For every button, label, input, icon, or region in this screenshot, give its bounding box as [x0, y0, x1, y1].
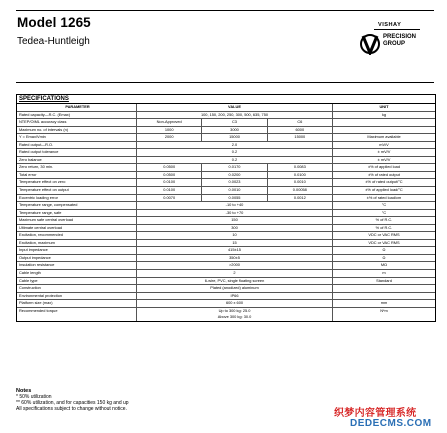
- value-subcell: 300: [231, 224, 238, 230]
- unit-cell: ±% of applied load/°C: [365, 187, 403, 193]
- unit-cell: mm: [380, 300, 388, 306]
- parameter-cell: Insulation resistance: [17, 262, 137, 269]
- value-subcell: Up to 300 kg: 25.0: [218, 307, 251, 313]
- watermark-chinese: 织梦内容管理系统: [334, 408, 417, 419]
- table-row: [17, 142, 435, 150]
- table-row: [17, 210, 435, 218]
- value-cell: [137, 164, 333, 171]
- unit-cell: Maximum available: [367, 134, 401, 140]
- value-cell: [137, 187, 333, 194]
- unit-cell: N*m: [380, 307, 388, 313]
- table-row: [17, 149, 435, 157]
- value-subcell: 415±15: [228, 247, 241, 253]
- value-subcell: 0.2: [231, 156, 238, 162]
- unit-cell: % of R.C.: [375, 217, 393, 223]
- value-cell: [137, 119, 333, 126]
- value-subcell: 0.0010: [202, 187, 267, 194]
- header-value: VALUE: [137, 104, 333, 111]
- value-cell: [137, 293, 333, 300]
- header-bottom-rule: [16, 82, 434, 83]
- parameter-cell: Output impedance: [17, 255, 137, 262]
- value-subcell: 0.0083: [293, 164, 306, 170]
- value-cell: [137, 217, 333, 224]
- value-cell: [137, 112, 333, 119]
- table-row: [17, 134, 435, 142]
- value-cell: [137, 127, 333, 134]
- value-subcell: Non-Approved: [137, 119, 202, 126]
- unit-cell: % of R.C.: [375, 224, 393, 230]
- value-subcell: 0.0055: [202, 195, 267, 202]
- table-row: [17, 300, 435, 308]
- value-subcell: 1000: [137, 127, 202, 134]
- value-cell: [137, 278, 333, 285]
- value-cell: [137, 195, 333, 202]
- table-row: [17, 285, 435, 293]
- value-cell: [137, 308, 333, 321]
- specifications-table: [16, 94, 436, 322]
- value-subcell: 10: [232, 232, 237, 238]
- value-subcell: 150: [231, 217, 238, 223]
- value-cell: [137, 285, 333, 292]
- value-subcell: 350±5: [229, 254, 240, 260]
- parameter-cell: Environmental protection: [17, 293, 137, 300]
- table-row: [17, 278, 435, 286]
- manufacturer-name: Tedea-Huntleigh: [17, 36, 90, 47]
- table-row: [17, 262, 435, 270]
- value-subcell: -10 to +40: [225, 202, 244, 208]
- value-cell: [137, 142, 333, 149]
- unit-cell: ±% of rated output/°C: [365, 179, 403, 185]
- value-subcell: 15000: [202, 134, 267, 141]
- value-subcell: C3: [202, 119, 267, 126]
- logo-subtitle: PRECISION GROUP: [383, 34, 417, 47]
- parameter-cell: Maximum no. of intervals (n): [17, 127, 137, 134]
- parameter-cell: Recommended torque: [17, 308, 137, 321]
- table-row: [17, 308, 435, 321]
- value-subcell: IP66: [230, 292, 239, 298]
- parameter-cell: Zero return, 30 min.: [17, 164, 137, 171]
- table-header-row: [17, 104, 435, 112]
- value-subcell: -30 to +70: [225, 209, 244, 215]
- value-subcell: 0.0100: [137, 179, 202, 186]
- value-subcell: 0.0010: [293, 179, 306, 185]
- parameter-cell: Input impedance: [17, 247, 137, 254]
- unit-cell: [333, 293, 435, 300]
- parameter-cell: Ultimate central overload: [17, 225, 137, 232]
- value-subcell: 0.0500: [137, 164, 202, 171]
- watermark-url: DEDECMS.COM: [350, 418, 432, 429]
- value-subcell: 0.00058: [292, 187, 307, 193]
- value-subcell: 0.0012: [293, 194, 306, 200]
- value-subcell: 6-wire, PVC, single floating screen: [204, 277, 265, 283]
- value-cell: [137, 247, 333, 254]
- unit-cell: VDC or VAC RMS: [368, 232, 400, 238]
- table-row: [17, 112, 435, 120]
- value-subcell: 0.0100: [137, 187, 202, 194]
- notes-title: Notes: [16, 388, 32, 394]
- specifications-title: SPECIFICATIONS: [17, 95, 435, 104]
- table-row: [17, 119, 435, 127]
- value-subcell: 0.2: [231, 149, 238, 155]
- header-top-rule: [16, 10, 434, 11]
- table-row: [17, 217, 435, 225]
- model-title: Model 1265: [17, 15, 91, 30]
- table-row: [17, 240, 435, 248]
- parameter-cell: Maximum safe central overload: [17, 217, 137, 224]
- note-line: All specifications subject to change without notice.: [16, 406, 127, 412]
- value-subcell: 0.0070: [137, 195, 202, 202]
- table-row: [17, 179, 435, 187]
- table-row: [17, 225, 435, 233]
- table-row: [17, 195, 435, 203]
- parameter-cell: Temperature effect on zero: [17, 179, 137, 186]
- unit-cell: [333, 285, 435, 292]
- unit-cell: [333, 119, 435, 126]
- value-subcell: 2000: [137, 134, 202, 141]
- value-subcell: 15000: [294, 134, 306, 140]
- unit-cell: [333, 127, 435, 134]
- value-cell: [137, 202, 333, 209]
- table-row: [17, 164, 435, 172]
- parameter-cell: NTEP/OIML accuracy class: [17, 119, 137, 126]
- unit-cell: ±% of rated output: [368, 171, 400, 177]
- unit-cell: °C: [381, 209, 387, 215]
- value-subcell: 0.0023: [202, 179, 267, 186]
- header-parameter: PARAMETER: [17, 104, 137, 111]
- parameter-cell: Temperature range, safe: [17, 210, 137, 217]
- value-subcell: 600 x 600: [225, 300, 244, 306]
- value-subcell: 3000: [202, 127, 267, 134]
- unit-cell: ±% of applied load: [368, 164, 400, 170]
- value-cell: [137, 255, 333, 262]
- value-cell: [137, 262, 333, 269]
- value-subcell: >2000: [229, 262, 240, 268]
- value-subcell: Above 300 kg: 30.0: [217, 314, 252, 320]
- notes-section: [16, 388, 129, 412]
- parameter-cell: Construction: [17, 285, 137, 292]
- parameter-cell: Rated output—R.O.: [17, 142, 137, 149]
- value-subcell: Plated (anodized) aluminum: [210, 285, 259, 291]
- value-subcell: 2.0: [231, 141, 238, 147]
- value-subcell: 2: [233, 270, 236, 276]
- value-cell: [137, 270, 333, 277]
- table-row: [17, 270, 435, 278]
- vishay-logo: [356, 22, 436, 78]
- parameter-cell: Eccentric loading error: [17, 195, 137, 202]
- unit-cell: Ω: [382, 247, 386, 253]
- unit-cell: °C: [381, 202, 387, 208]
- parameter-cell: Temperature range, compensated: [17, 202, 137, 209]
- unit-cell: Ω: [382, 254, 386, 260]
- table-row: [17, 172, 435, 180]
- value-cell: [137, 179, 333, 186]
- parameter-cell: Rated output tolerance: [17, 149, 137, 156]
- table-row: [17, 255, 435, 263]
- parameter-cell: Cable length: [17, 270, 137, 277]
- value-cell: [137, 134, 333, 141]
- value-cell: [137, 240, 333, 247]
- parameter-cell: Y = Emax/Vmin: [17, 134, 137, 141]
- table-row: [17, 293, 435, 301]
- parameter-cell: Cable type: [17, 278, 137, 285]
- value-subcell: C6: [297, 119, 303, 125]
- unit-cell: ± mV/V: [377, 149, 391, 155]
- note-line: * 50% utilization: [16, 394, 52, 400]
- table-row: [17, 232, 435, 240]
- note-line: ** 60% utilization, and for capacities 150 kg and up: [16, 400, 129, 406]
- value-cell: [137, 157, 333, 164]
- value-subcell: 0.0200: [202, 172, 267, 179]
- table-row: [17, 127, 435, 135]
- table-row: [17, 187, 435, 195]
- parameter-cell: Rated capacity—R.C. (Emax): [17, 112, 137, 119]
- parameter-cell: Temperature effect on output: [17, 187, 137, 194]
- parameter-cell: Zero balance: [17, 157, 137, 164]
- value-subcell: 0.0500: [137, 172, 202, 179]
- value-cell: [137, 232, 333, 239]
- parameter-cell: Platform size (max): [17, 300, 137, 307]
- logo-brand: VISHAY: [378, 22, 402, 28]
- value-subcell: 15: [232, 239, 237, 245]
- unit-cell: mV/V: [379, 141, 389, 147]
- value-subcell: 0.0170: [202, 164, 267, 171]
- logo-divider: [374, 29, 420, 30]
- vishay-v-icon: [360, 33, 380, 55]
- value-cell: [137, 210, 333, 217]
- parameter-cell: Total error: [17, 172, 137, 179]
- value-cell: [137, 172, 333, 179]
- unit-cell: kg: [381, 111, 387, 117]
- table-row: [17, 247, 435, 255]
- unit-cell: m: [382, 270, 386, 276]
- unit-cell: ±% of rated load/cm: [366, 194, 402, 200]
- parameter-cell: Excitation, recommended: [17, 232, 137, 239]
- value-subcell: 100, 150, 200, 250, 300, 500, 635, 750: [200, 111, 269, 117]
- value-cell: [137, 225, 333, 232]
- value-subcell: 6000: [295, 126, 305, 132]
- unit-cell: MΩ: [380, 262, 388, 268]
- unit-cell: ± mV/V: [377, 156, 391, 162]
- table-row: [17, 202, 435, 210]
- header-unit: UNIT: [379, 104, 389, 109]
- table-row: [17, 157, 435, 165]
- parameter-cell: Excitation, maximum: [17, 240, 137, 247]
- unit-cell: VDC or VAC RMS: [368, 239, 400, 245]
- value-cell: [137, 149, 333, 156]
- value-cell: [137, 300, 333, 307]
- unit-cell: Standard: [376, 277, 392, 283]
- value-subcell: 0.0100: [293, 171, 306, 177]
